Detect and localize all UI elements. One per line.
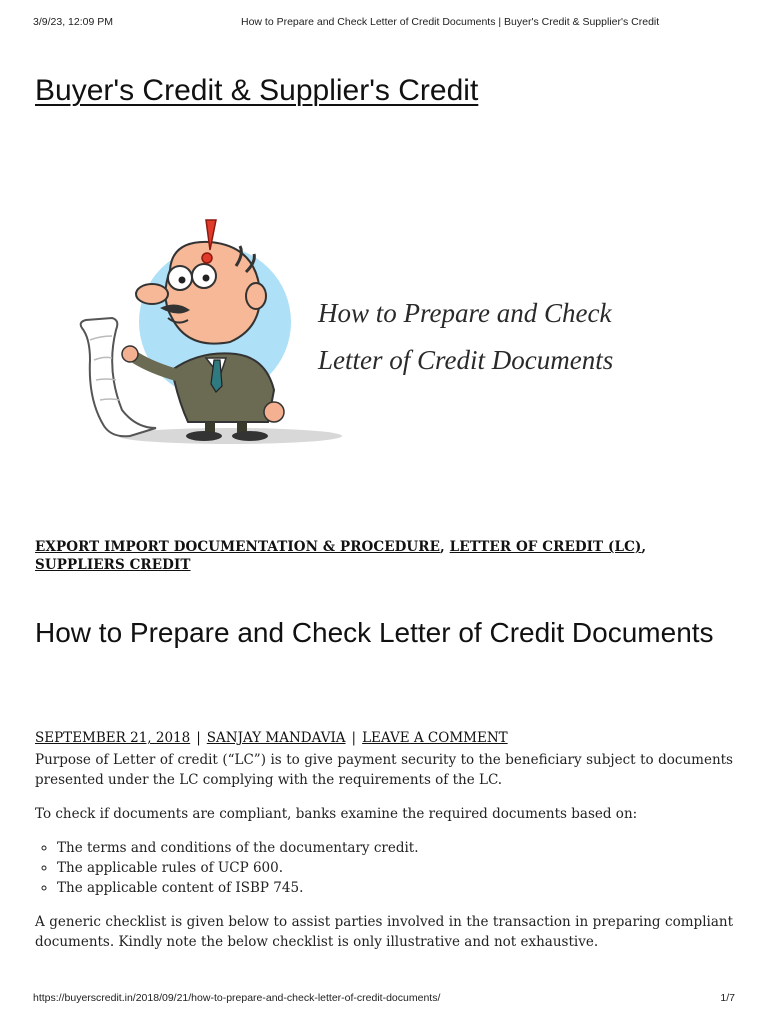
print-document-title: How to Prepare and Check Letter of Credit Documents | Buyer's Credit & Supplier's Credit <box>241 16 660 28</box>
post-meta <box>35 730 508 746</box>
paragraph-compliance: To check if documents are compliant, banks examine the required documents based on: <box>35 806 638 822</box>
print-footer <box>33 992 735 1004</box>
paragraph-purpose: Purpose of Letter of credit (“LC”) is to give payment security to the beneficiary subject to documents presented under the LC complying with the requirements of the LC. <box>35 752 733 788</box>
meta-separator: | <box>196 730 201 746</box>
page-number: 1/7 <box>720 992 735 1004</box>
post-author-link[interactable]: SANJAY MANDAVIA <box>206 730 346 746</box>
print-url: https://buyerscredit.in/2018/09/21/how-to-prepare-and-check-letter-of-credit-documents/ <box>33 992 441 1004</box>
category-link-export-import[interactable]: EXPORT IMPORT DOCUMENTATION & PROCEDURE <box>35 539 441 555</box>
compliance-basis-list <box>35 838 733 898</box>
list-item: ◦ The applicable rules of UCP 600. <box>57 858 733 878</box>
meta-separator: | <box>351 730 357 746</box>
site-title-link[interactable]: Buyer's Credit & Supplier's Credit <box>35 74 479 107</box>
category-link-letter-of-credit[interactable]: LETTER OF CREDIT (LC) <box>449 539 642 555</box>
featured-image-line-2: Letter of Credit Documents <box>318 345 614 375</box>
print-date: 3/9/23, 12:09 PM <box>33 16 113 28</box>
category-separator: , <box>641 539 647 555</box>
list-item: ◦ The applicable content of ISBP 745. <box>57 878 733 898</box>
featured-image-caption <box>318 290 613 384</box>
category-link-suppliers-credit[interactable]: SUPPLIERS CREDIT <box>35 557 191 573</box>
list-item: ◦ The terms and conditions of the documentary credit. <box>57 838 733 858</box>
paragraph-checklist-intro: A generic checklist is given below to assist parties involved in the transaction in preparing compliant documents. Kindly note the below checklist is only illustrative and not exhaustive. <box>35 914 733 950</box>
post-title: How to Prepare and Check Letter of Credit Documents <box>35 617 714 648</box>
post-content <box>35 750 733 966</box>
category-separator: , <box>440 539 445 555</box>
post-date-link[interactable]: SEPTEMBER 21, 2018 <box>35 730 191 746</box>
post-categories <box>35 538 735 574</box>
featured-image-line-1: How to Prepare and Check <box>318 298 612 328</box>
leave-comment-link[interactable]: LEAVE A COMMENT <box>362 730 508 746</box>
